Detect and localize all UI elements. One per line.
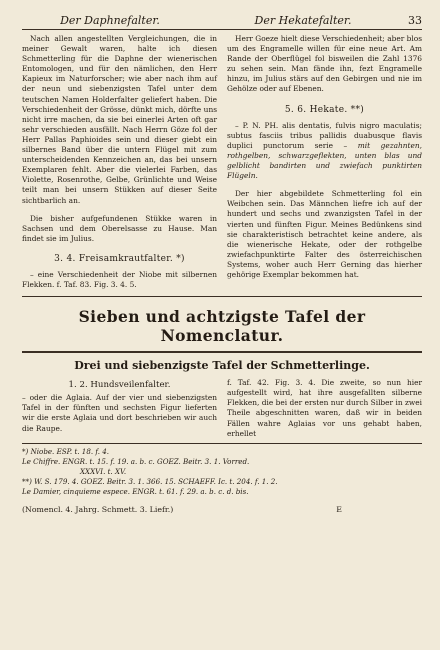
bottom-two-column-text <box>22 378 422 439</box>
double-rule <box>22 351 422 353</box>
footnote-1: *) Niobe. ESP. t. 18. f. 4. <box>22 446 109 456</box>
section-rule <box>22 296 422 297</box>
signature-mark: E <box>336 504 342 514</box>
main-heading: Sieben und achtzigste Tafel der Nomenclatur. <box>78 307 366 346</box>
bottom-left-text: – oder die Aglaia. Auf der vier und siebenzigsten Tafel in der fünften und sechsten Figur lieferten wir die erste Aglaia und dort beschrieben wir auch die Raupe. <box>22 393 217 433</box>
right-paragraph-2: Der hier abgebildete Schmetterling fol ein Weibchen sein. Das Männchen liefre ich auf der hundert und sechs und zwanzigsten Tafel in der vierten und fünften Figur. Meines Bedünkens sind sie charakteristisch betrachtet keine andere, als die wienerische Hekate, oder der rothgelbe zwiefachpunktirte Falter des österreichischen Systems, woher auch Herr Gerning das hierher gehörige Exemplar bekommen hat. <box>227 189 422 279</box>
bottom-right-text: f. Taf. 42. Fig. 3. 4. Die zweite, so nun hier aufgestellt wird, hat ihre ausgefallten silberne Flekken, die bei der ersten nur durch Silber in zwei Theile abgeschnitten waren, daß wir in beiden Fällen wahre Aglaias vor uns gehabt haben, erhellet <box>227 378 422 438</box>
german-description: mit gezahnten, rothgelben, schwarzgeflekten, unten blas und gelblicht bandirten und zwiefach punktirten Flügeln. <box>227 140 422 181</box>
page-number: 33 <box>408 14 422 27</box>
two-column-text <box>22 34 422 290</box>
footnote-1-ref: Le Chiffre. ENGR. t. 15. f. 19. a. b. c. GOEZ. Beitr. 3. 1. Vorred. <box>22 456 250 466</box>
section-title-freisamkrautfalter: 3. 4. Freisamkrautfalter. *) <box>54 253 185 264</box>
latin-description: – P. N. PH. alis dentatis, fulvis nigro maculatis; subtus fasciis tribus pallidis duabusque flavis duplici punctorum serie – <box>227 120 422 150</box>
page-footer <box>22 505 422 514</box>
left-paragraph-2: Die bisher aufgefundenen Stükke waren in Sachsen und dem Oberelsasse zu Hause. Man findet sie im Julius. <box>22 213 217 243</box>
section-title-hekate: 5. 6. Hekate. **) <box>284 104 365 115</box>
sub-heading: Drei und siebenzigste Tafel der Schmetterlinge. <box>74 359 370 373</box>
header-left-title: Der Daphnefalter. <box>60 14 160 27</box>
running-header <box>22 14 422 27</box>
hekate-description <box>227 121 422 182</box>
section-title-hundsveilenfalter: 1. 2. Hundsveilenfalter. <box>68 380 171 391</box>
bottom-right-column <box>227 378 422 439</box>
left-paragraph-3: – eine Verschiedenheit der Niobe mit silbernen Flekken. f. Taf. 83. Fig. 3. 4. 5. <box>22 269 217 290</box>
footnote-2-ref: Le Damier, cinquieme espece. ENGR. t. 61. f. 29. a. b. c. d. bis. <box>22 486 249 496</box>
header-rule <box>22 29 422 30</box>
header-right-title: Der Hekatefalter. <box>254 14 352 27</box>
left-column <box>22 34 217 290</box>
left-paragraph-1: Nach allen angestellten Vergleichungen, die in meiner Gewalt waren, halte ich diesen Schmetterling für die Daphne der wienerischen Entomologen, und für den nämlichen, den Herr Kapieux im Naturforscher; wie aber nach ihm auf der neun und siebenzigsten Tafel unter dem teutschen Namen Holderfalter geliefert haben. Die Verschiedenheit der Grösse, dünkt mich, dörfte uns nicht irre machen, da sie bei einerlei Arten oft gar sehr verschieden ausfällt. Nach Herrn Göze fol der Herr Pallas Paphioides sein und dieser giebt ein silbernes Band über die untern Flügel mit zum unterscheidenden Kennzeichen an, das bei unsern Exemplaren fehlt. Aber die vielerlei Farben, das Violette, Rosenrothe, Gelbe, Grünlichte und Weise teilt man bei unsern Stükken auf dieser Seite sichtbarlich an. <box>22 34 217 205</box>
right-column <box>227 34 422 290</box>
footnote-1-cont: XXXVI. t. XV. <box>80 466 127 476</box>
footnote-2: **) W. S. 179. 4. GOEZ. Beitr. 3. 1. 366. 15. SCHAEFF. Ic. t. 204. f. 1. 2. <box>22 476 278 486</box>
signature-line: (Nomencl. 4. Jahrg. Schmett. 3. Liefr.) <box>22 504 174 514</box>
bottom-left-column <box>22 378 217 439</box>
footnotes <box>22 443 422 497</box>
right-paragraph-1: Herr Goeze hielt diese Verschiedenheit; aber blos um des Engramelle willen für eine neue Art. Am Rande der Oberflügel fol bisweilen die Zahl 1376 zu sehen sein. Man fände ihn, fezt Engramelle hinzu, im Julius stärs auf den Gebirgen und nie im Gehölze oder auf Ebenen. <box>227 34 422 94</box>
